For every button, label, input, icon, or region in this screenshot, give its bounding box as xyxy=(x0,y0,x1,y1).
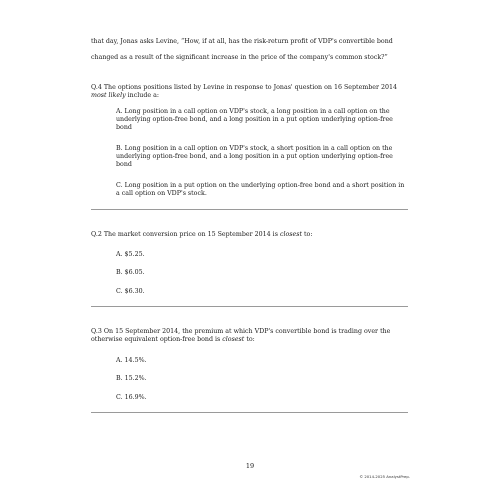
question-2-stem xyxy=(91,231,409,239)
intro-paragraph xyxy=(91,34,409,66)
question-2-stem-end: to: xyxy=(302,231,313,238)
question-4-stem-end: include a: xyxy=(125,92,159,99)
question-3-option-c[interactable]: C. 16.9%. xyxy=(116,394,147,401)
page-number: 19 xyxy=(245,462,255,470)
question-2-stem-text: Q.2 The market conversion price on 15 September 2014 is xyxy=(91,231,280,238)
question-3-stem xyxy=(91,328,409,344)
section-divider xyxy=(91,209,408,210)
question-2-emphasis: closest xyxy=(279,231,302,238)
question-3-option-a[interactable]: A. 14.5%. xyxy=(116,357,147,364)
intro-line-1: that day, Jonas asks Levine, “How, if at all, has the risk-return profit of VDP's convertible bond xyxy=(91,38,393,45)
section-divider xyxy=(91,412,408,413)
question-4-option-c[interactable]: C. Long position in a put option on the underlying option-free bond and a short position in a call option on VDP's stock. xyxy=(116,182,405,197)
question-4-emphasis: most likely xyxy=(91,92,126,99)
question-4-stem xyxy=(91,84,409,100)
question-4-option-a[interactable]: A. Long position in a call option on VDP's stock, a long position in a call option on the underlying option-free bond, and a long position in a put option underlying option-free bond xyxy=(116,108,393,131)
section-divider xyxy=(91,306,408,307)
question-3-stem-end: to: xyxy=(244,336,255,343)
intro-line-2: changed as a result of the significant increase in the price of the company's common stock?” xyxy=(91,54,388,61)
question-4-option-b[interactable]: B. Long position in a call option on VDP's stock, a short position in a call option on the underlying option-free bond, and a long position in a put option underlying option-free bond xyxy=(116,145,393,168)
question-3-emphasis: closest xyxy=(222,336,245,343)
question-3-stem-text: Q.3 On 15 September 2014, the premium at which VDP's convertible bond is trading over the otherwise equivalent option-free bond is xyxy=(91,328,391,343)
question-2-option-c[interactable]: C. $6.30. xyxy=(116,288,145,295)
question-2-option-b[interactable]: B. $6.05. xyxy=(116,269,145,276)
question-2-option-a[interactable]: A. $5.25. xyxy=(116,251,145,258)
question-3-option-b[interactable]: B. 15.2%. xyxy=(116,375,147,382)
question-4-stem-text: Q.4 The options positions listed by Levine in response to Jonas' question on 16 September 2014 xyxy=(91,84,398,91)
copyright-notice: © 2014-2025 AnalystPrep. xyxy=(359,474,410,479)
